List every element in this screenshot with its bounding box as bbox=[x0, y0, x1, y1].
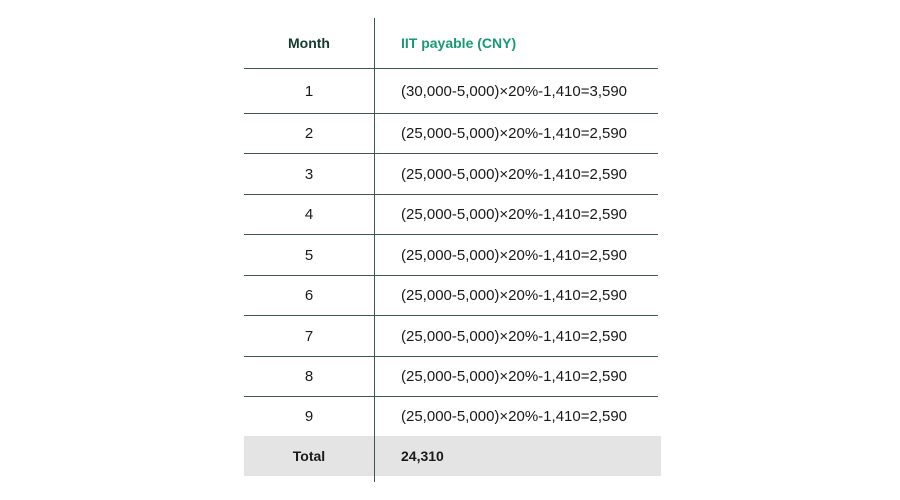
iit-cell: (25,000-5,000)×20%-1,410=2,590 bbox=[401, 246, 628, 264]
table-row bbox=[244, 397, 658, 437]
table-row bbox=[244, 276, 658, 316]
month-cell: 3 bbox=[304, 165, 314, 183]
iit-cell: (25,000-5,000)×20%-1,410=2,590 bbox=[401, 327, 628, 345]
iit-cell: (25,000-5,000)×20%-1,410=2,590 bbox=[401, 368, 628, 385]
table-row bbox=[244, 154, 658, 195]
table-row bbox=[244, 195, 658, 235]
iit-cell: (25,000-5,000)×20%-1,410=2,590 bbox=[401, 125, 628, 142]
month-cell: 7 bbox=[304, 327, 314, 345]
total-label: Total bbox=[292, 448, 326, 464]
month-cell: 2 bbox=[304, 125, 314, 142]
column-divider bbox=[374, 18, 375, 482]
total-value: 24,310 bbox=[401, 448, 444, 464]
header-iit-payable: IIT payable (CNY) bbox=[401, 35, 517, 51]
iit-cell: (25,000-5,000)×20%-1,410=2,590 bbox=[401, 287, 628, 304]
total-row bbox=[244, 436, 661, 476]
table-row bbox=[244, 114, 658, 154]
iit-table bbox=[244, 18, 661, 482]
month-cell: 8 bbox=[304, 368, 314, 385]
table-row bbox=[244, 357, 658, 397]
month-cell: 6 bbox=[304, 287, 314, 304]
table-row bbox=[244, 316, 658, 357]
header-month: Month bbox=[288, 35, 330, 51]
table-row bbox=[244, 235, 658, 276]
month-cell: 4 bbox=[304, 206, 314, 223]
month-cell: 9 bbox=[304, 408, 314, 425]
month-cell: 1 bbox=[304, 82, 314, 100]
iit-cell: (25,000-5,000)×20%-1,410=2,590 bbox=[401, 408, 628, 425]
iit-cell: (30,000-5,000)×20%-1,410=3,590 bbox=[401, 82, 628, 100]
table-header-row bbox=[244, 18, 658, 69]
month-cell: 5 bbox=[304, 246, 314, 264]
iit-cell: (25,000-5,000)×20%-1,410=2,590 bbox=[401, 165, 628, 183]
iit-cell: (25,000-5,000)×20%-1,410=2,590 bbox=[401, 206, 628, 223]
table-row bbox=[244, 69, 658, 114]
